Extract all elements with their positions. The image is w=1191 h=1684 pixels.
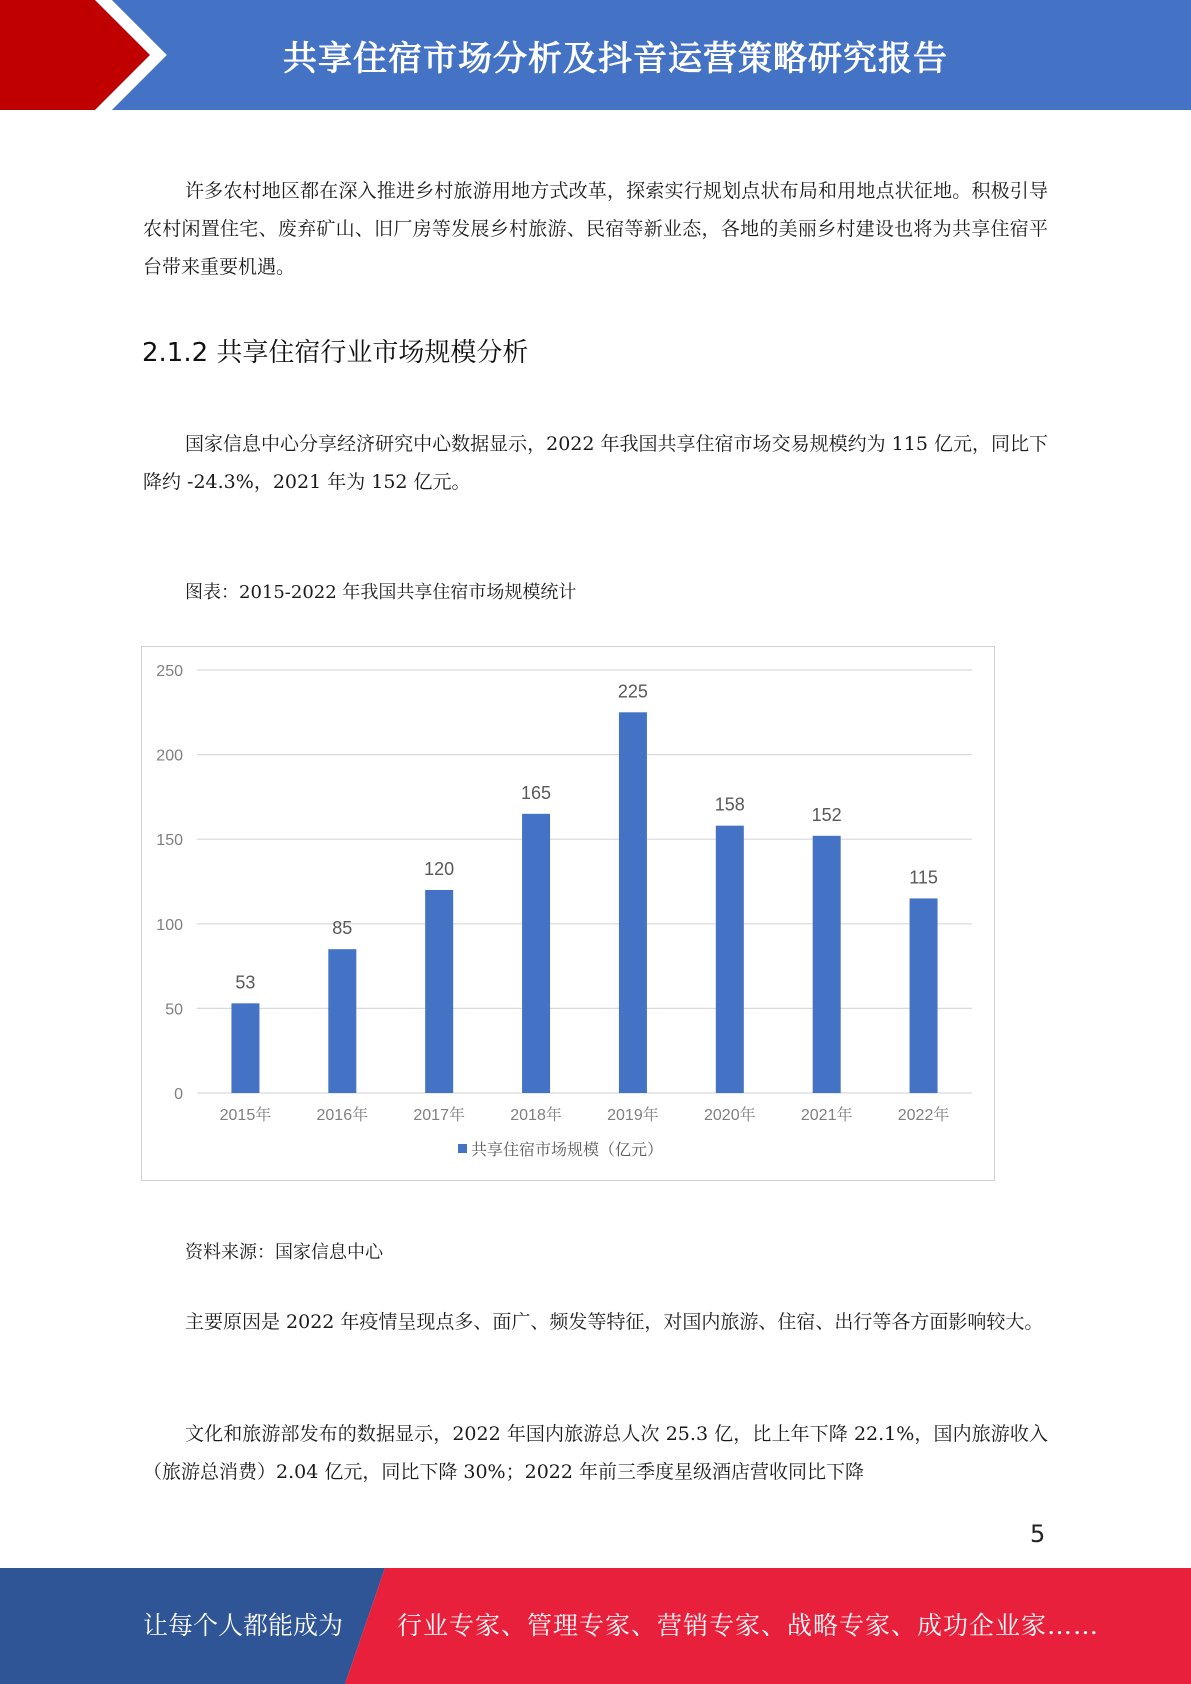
- footer-slogan-right: 行业专家、管理专家、营销专家、战略专家、成功企业家……: [397, 1611, 1100, 1640]
- data-label: 225: [617, 681, 648, 702]
- data-label: 85: [332, 918, 353, 939]
- bar-chart: [141, 646, 995, 1181]
- paragraph-market-scale: 国家信息中心分享经济研究中心数据显示，2022 年我国共享住宿市场交易规模约为 115 亿元，同比下降约 -24.3%，2021 年为 152 亿元。: [143, 433, 1048, 493]
- data-label: 158: [714, 794, 745, 815]
- legend-swatch: [458, 1144, 467, 1153]
- paragraph-tourism-data: 文化和旅游部发布的数据显示，2022 年国内旅游总人次 25.3 亿，比上年下降 22.1%，国内旅游收入（旅游总消费）2.04 亿元，同比下降 30%；2022 年前三季度星级酒店营收同比下降: [143, 1423, 1048, 1483]
- x-tick-label: 2022年: [897, 1107, 950, 1124]
- bar: [716, 826, 744, 1093]
- bar: [328, 949, 356, 1093]
- report-title: 共享住宿市场分析及抖音运营策略研究报告: [283, 38, 948, 79]
- section-heading: 2.1.2 共享住宿行业市场规模分析: [142, 338, 529, 368]
- y-tick-label: 250: [156, 663, 183, 680]
- bar: [910, 898, 938, 1093]
- x-tick-label: 2021年: [800, 1107, 853, 1124]
- bar: [813, 836, 841, 1093]
- bar: [619, 712, 647, 1093]
- x-tick-label: 2017年: [413, 1107, 465, 1124]
- data-label: 120: [424, 858, 455, 879]
- x-tick-label: 2015年: [219, 1107, 272, 1124]
- y-tick-label: 100: [156, 916, 183, 934]
- data-label: 53: [235, 972, 256, 993]
- x-tick-label: 2020年: [704, 1107, 756, 1124]
- bar: [231, 1003, 259, 1093]
- y-tick-label: 50: [165, 1001, 183, 1019]
- data-label: 115: [909, 867, 938, 888]
- data-label: 152: [811, 804, 842, 825]
- x-tick-label: 2016年: [316, 1107, 369, 1124]
- bar: [425, 890, 453, 1093]
- figure-caption: 图表：2015-2022 年我国共享住宿市场规模统计: [185, 582, 577, 603]
- header-banner: [0, 0, 1191, 110]
- paragraph-reason: 主要原因是 2022 年疫情呈现点多、面广、频发等特征，对国内旅游、住宿、出行等各方面影响较大。: [185, 1311, 1044, 1333]
- y-tick-label: 200: [156, 747, 183, 765]
- x-tick-label: 2018年: [510, 1107, 562, 1124]
- footer-banner: [0, 1568, 1191, 1684]
- y-tick-label: 150: [156, 832, 183, 850]
- footer-slogan-left: 让每个人都能成为: [143, 1611, 344, 1640]
- legend-label: 共享住宿市场规模（亿元）: [471, 1142, 664, 1159]
- paragraph-rural-tourism: 许多农村地区都在深入推进乡村旅游用地方式改革，探索实行规划点状布局和用地点状征地。积极引导农村闲置住宅、废弃矿山、旧厂房等发展乡村旅游、民宿等新业态，各地的美丽乡村建设也将为共享住宿平台带来重要机遇。: [143, 180, 1048, 278]
- page-number: 5: [1030, 1520, 1046, 1548]
- y-tick-label: 0: [174, 1086, 183, 1103]
- bar: [522, 814, 550, 1093]
- bar-chart-canvas: [142, 647, 996, 1182]
- figure-source: 资料来源：国家信息中心: [185, 1242, 383, 1263]
- x-tick-label: 2019年: [607, 1107, 659, 1124]
- data-label: 165: [521, 782, 552, 803]
